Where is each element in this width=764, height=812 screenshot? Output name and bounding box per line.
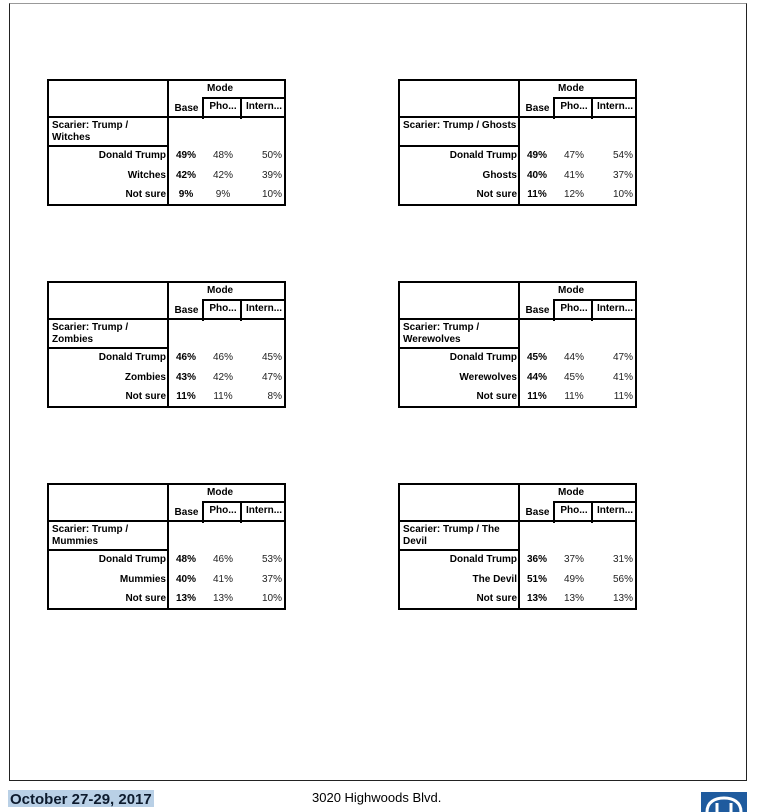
- base-value: 9%: [178, 189, 194, 200]
- phone-value: 44%: [563, 352, 584, 363]
- row-divider: [202, 97, 286, 99]
- base-value: 48%: [175, 554, 196, 565]
- row-label: Not sure: [476, 391, 517, 402]
- phone-column-header: Pho...: [560, 101, 588, 112]
- row-divider: [49, 145, 168, 147]
- crosstab-table-6: [398, 483, 637, 610]
- base-value: 51%: [526, 574, 547, 585]
- phone-column-header: Pho...: [209, 505, 237, 516]
- base-value: 42%: [175, 170, 196, 181]
- phone-value: 12%: [563, 189, 584, 200]
- row-divider: [400, 318, 637, 320]
- internet-value: 41%: [612, 372, 633, 383]
- row-divider: [400, 520, 637, 522]
- column-divider: [167, 485, 169, 608]
- base-value: 11%: [527, 189, 547, 200]
- internet-value: 50%: [261, 150, 282, 161]
- question-title: Scarier: Trump / Werewolves: [403, 322, 480, 345]
- column-divider: [167, 81, 169, 204]
- row-label: Donald Trump: [98, 352, 166, 363]
- row-label: Donald Trump: [98, 150, 166, 161]
- internet-column-header: Intern...: [596, 505, 634, 516]
- phone-value: 13%: [563, 593, 584, 604]
- row-label: The Devil: [472, 574, 517, 585]
- crosstab-table-3: [47, 281, 286, 408]
- phone-value: 9%: [215, 189, 231, 200]
- row-label: Donald Trump: [449, 150, 517, 161]
- crosstab-table-5: [47, 483, 286, 610]
- phone-column-header: Pho...: [209, 101, 237, 112]
- column-divider: [518, 283, 520, 406]
- row-divider: [553, 501, 637, 503]
- phone-value: 48%: [212, 150, 233, 161]
- row-divider: [400, 116, 637, 118]
- phone-value: 11%: [564, 391, 584, 402]
- internet-value: 11%: [613, 391, 633, 402]
- survey-date: October 27-29, 2017: [10, 791, 152, 808]
- column-divider: [518, 485, 520, 608]
- column-divider: [518, 81, 520, 204]
- internet-value: 10%: [261, 593, 282, 604]
- row-label: Donald Trump: [449, 554, 517, 565]
- row-divider: [553, 299, 637, 301]
- internet-value: 47%: [612, 352, 633, 363]
- internet-value: 39%: [261, 170, 282, 181]
- phone-column-header: Pho...: [209, 303, 237, 314]
- internet-value: 13%: [612, 593, 633, 604]
- row-label: Not sure: [125, 391, 166, 402]
- base-value: 45%: [526, 352, 547, 363]
- internet-value: 10%: [612, 189, 633, 200]
- ppp-logo-icon: [701, 792, 747, 812]
- row-divider: [49, 116, 286, 118]
- phone-value: 49%: [563, 574, 584, 585]
- internet-column-header: Intern...: [245, 303, 283, 314]
- row-label: Zombies: [124, 372, 166, 383]
- phone-value: 37%: [563, 554, 584, 565]
- row-label: Not sure: [125, 189, 166, 200]
- internet-column-header: Intern...: [596, 101, 634, 112]
- row-label: Mummies: [119, 574, 166, 585]
- row-label: Donald Trump: [98, 554, 166, 565]
- crosstab-table-2: [398, 79, 637, 206]
- internet-value: 10%: [261, 189, 282, 200]
- row-divider: [49, 520, 286, 522]
- mode-group-header: Mode: [558, 83, 585, 94]
- internet-column-header: Intern...: [245, 101, 283, 112]
- question-title: Scarier: Trump / Zombies: [52, 322, 129, 345]
- internet-value: 53%: [261, 554, 282, 565]
- internet-value: 37%: [612, 170, 633, 181]
- row-label: Donald Trump: [449, 352, 517, 363]
- base-value: 11%: [527, 391, 547, 402]
- base-column-header: Base: [525, 507, 550, 518]
- phone-value: 13%: [212, 593, 233, 604]
- base-value: 40%: [175, 574, 196, 585]
- phone-value: 46%: [212, 352, 233, 363]
- phone-value: 11%: [213, 391, 233, 402]
- base-column-header: Base: [174, 507, 199, 518]
- row-divider: [400, 347, 519, 349]
- question-title: Scarier: Trump / Mummies: [52, 524, 129, 547]
- row-divider: [49, 318, 286, 320]
- question-title: Scarier: Trump / Ghosts: [403, 120, 517, 131]
- row-label: Not sure: [125, 593, 166, 604]
- internet-value: 31%: [612, 554, 633, 565]
- company-address: 3020 Highwoods Blvd.: [312, 790, 442, 805]
- row-divider: [553, 97, 637, 99]
- row-divider: [400, 145, 519, 147]
- base-value: 40%: [526, 170, 547, 181]
- internet-value: 54%: [612, 150, 633, 161]
- row-label: Witches: [127, 170, 166, 181]
- column-divider: [167, 283, 169, 406]
- row-divider: [49, 347, 168, 349]
- row-label: Ghosts: [482, 170, 517, 181]
- internet-value: 8%: [267, 391, 282, 402]
- crosstab-table-1: [47, 79, 286, 206]
- row-divider: [202, 299, 286, 301]
- phone-value: 41%: [212, 574, 233, 585]
- question-title: Scarier: Trump / The Devil: [403, 524, 500, 547]
- base-value: 13%: [526, 593, 547, 604]
- phone-value: 41%: [563, 170, 584, 181]
- phone-column-header: Pho...: [560, 505, 588, 516]
- row-divider: [400, 549, 519, 551]
- phone-value: 42%: [212, 372, 233, 383]
- mode-group-header: Mode: [207, 487, 234, 498]
- internet-value: 45%: [261, 352, 282, 363]
- internet-column-header: Intern...: [245, 505, 283, 516]
- base-value: 13%: [175, 593, 196, 604]
- question-title: Scarier: Trump / Witches: [52, 120, 129, 143]
- phone-value: 46%: [212, 554, 233, 565]
- crosstab-table-4: [398, 281, 637, 408]
- mode-group-header: Mode: [558, 285, 585, 296]
- phone-value: 47%: [563, 150, 584, 161]
- row-label: Not sure: [476, 189, 517, 200]
- row-divider: [49, 549, 168, 551]
- row-divider: [202, 501, 286, 503]
- internet-value: 56%: [612, 574, 633, 585]
- base-column-header: Base: [174, 305, 199, 316]
- base-value: 36%: [526, 554, 547, 565]
- row-label: Werewolves: [459, 372, 517, 383]
- internet-column-header: Intern...: [596, 303, 634, 314]
- phone-column-header: Pho...: [560, 303, 588, 314]
- base-value: 49%: [526, 150, 547, 161]
- base-value: 49%: [175, 150, 196, 161]
- base-column-header: Base: [525, 305, 550, 316]
- base-value: 44%: [526, 372, 547, 383]
- mode-group-header: Mode: [207, 285, 234, 296]
- base-column-header: Base: [525, 103, 550, 114]
- base-column-header: Base: [174, 103, 199, 114]
- internet-value: 47%: [261, 372, 282, 383]
- phone-value: 45%: [563, 372, 584, 383]
- base-value: 46%: [175, 352, 196, 363]
- internet-value: 37%: [261, 574, 282, 585]
- phone-value: 42%: [212, 170, 233, 181]
- row-label: Not sure: [476, 593, 517, 604]
- mode-group-header: Mode: [207, 83, 234, 94]
- base-value: 11%: [176, 391, 196, 402]
- base-value: 43%: [175, 372, 196, 383]
- mode-group-header: Mode: [558, 487, 585, 498]
